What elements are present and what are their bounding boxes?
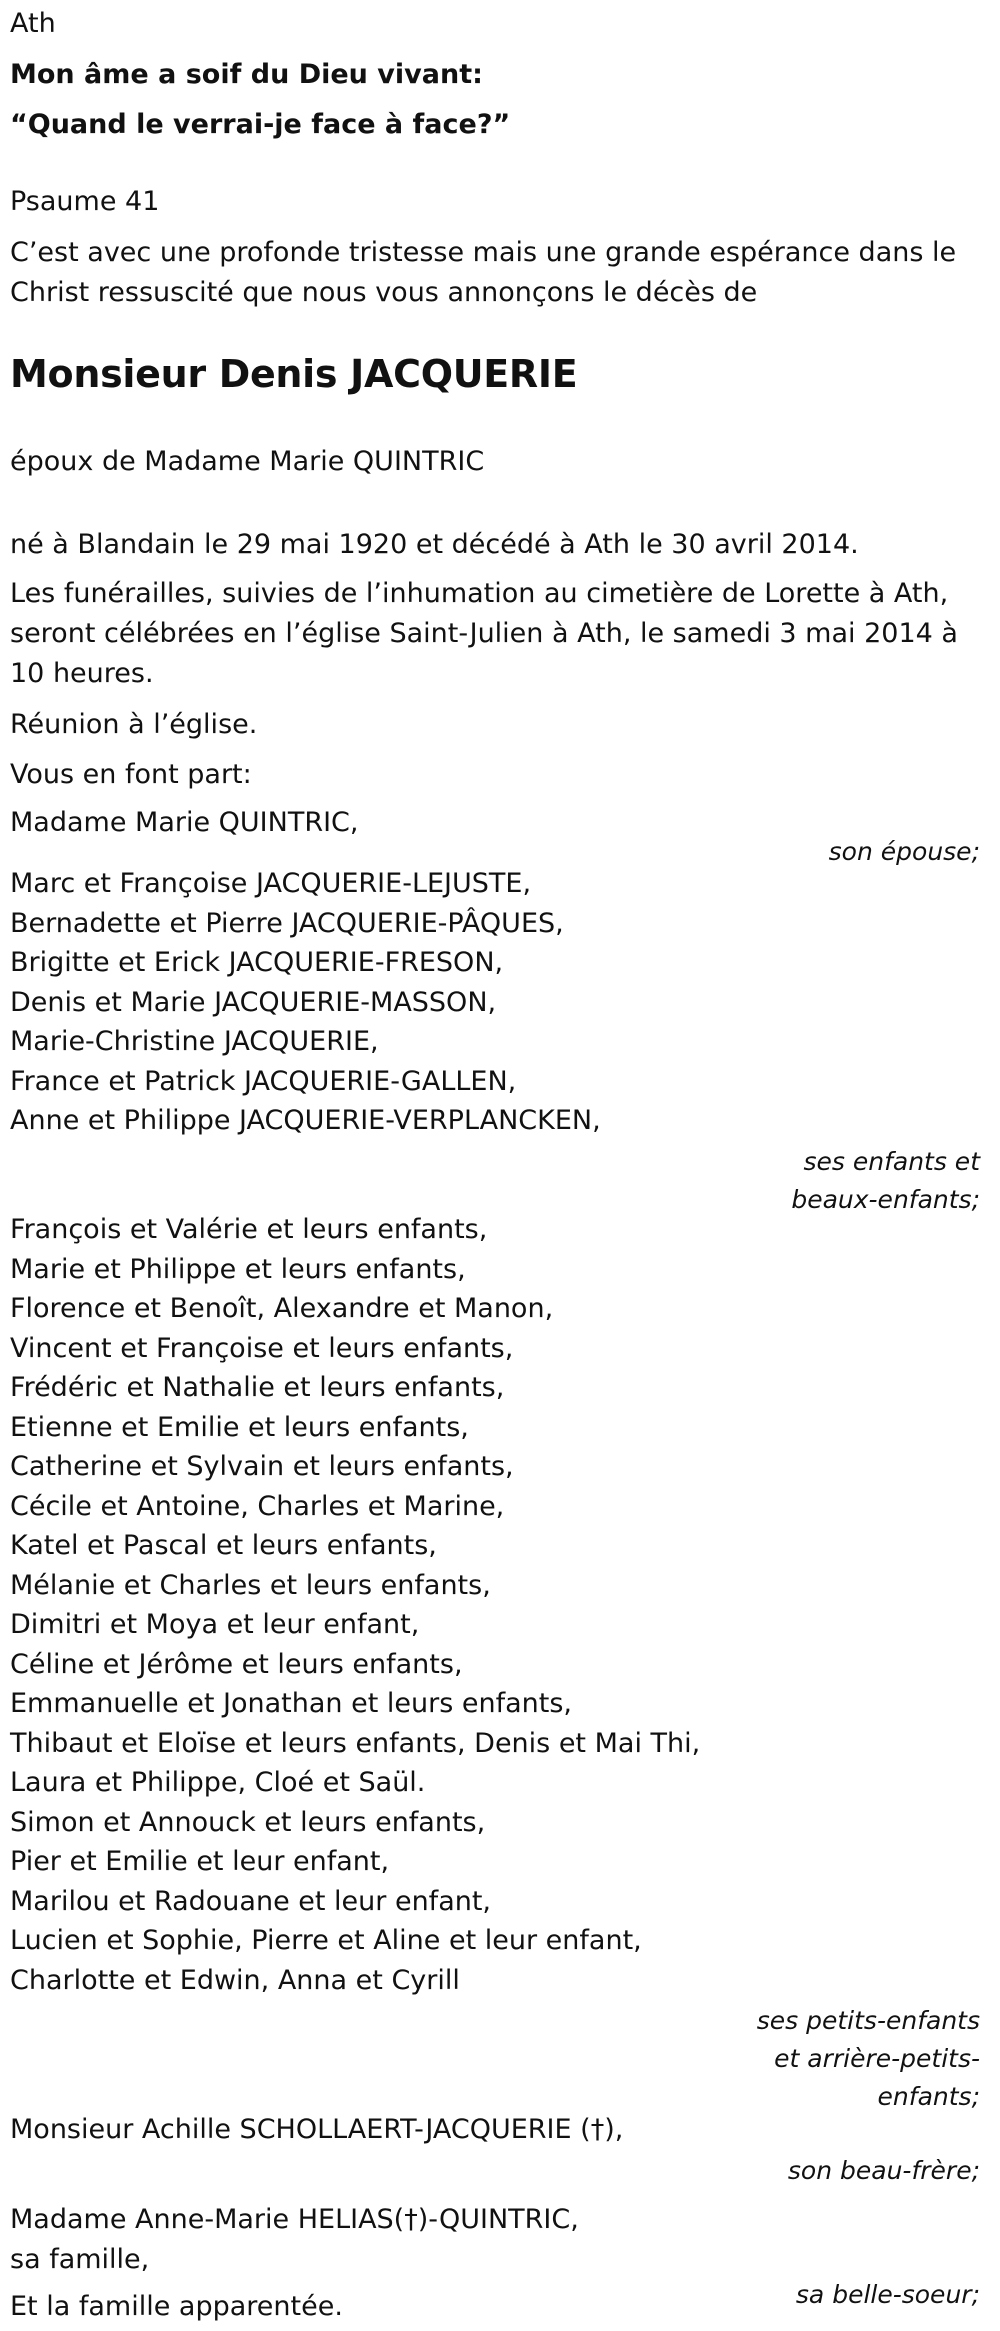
grandchild-entry: Catherine et Sylvain et leurs enfants, (10, 1451, 514, 1482)
children-role-line-1: ses enfants et (803, 1146, 980, 1176)
grandchild-entry: Céline et Jérôme et leurs enfants, (10, 1648, 463, 1680)
grandchildren-section (10, 1210, 980, 2116)
grandchildren-role-line-3: enfants; (877, 2082, 980, 2111)
brother-in-law-section (10, 2110, 980, 2190)
grandchildren-role-line-1: ses petits-enfants (756, 2006, 980, 2035)
spouse-line: époux de Madame Marie QUINTRIC (10, 446, 485, 477)
intro-text: C’est avec une profonde tristesse mais une grande espérance dans le Christ ressuscité que nous vous annonçons le décès de (10, 237, 957, 308)
child-entry: Anne et Philippe JACQUERIE-VERPLANCKEN, (10, 1105, 601, 1136)
funeral-text: Les funérailles, suivies de l’inhumation au cimetière de Lorette à Ath, seront célébrées en l’église Saint-Julien à Ath, le samedi 3 mai 2014 à 10 heures. (10, 578, 958, 689)
grandchild-entry: Marilou et Radouane et leur enfant, (10, 1885, 492, 1917)
meeting-text: Réunion à l’église. (10, 709, 258, 740)
sister-in-law-name: Madame Anne-Marie HELIAS(†)-QUINTRIC, (10, 2204, 579, 2235)
announce-text: Vous en font part: (10, 759, 252, 790)
grandchild-entry: Lucien et Sophie, Pierre et Aline et leur enfant, (10, 1925, 642, 1956)
grandchildren-list (10, 1210, 980, 2000)
grandchild-entry: Laura et Philippe, Cloé et Saül. (10, 1767, 426, 1798)
grandchild-entry: Katel et Pascal et leurs enfants, (10, 1530, 437, 1561)
children-section (10, 864, 980, 1219)
grandchild-entry: Pier et Emilie et leur enfant, (10, 1846, 390, 1877)
grandchild-entry: Thibaut et Eloïse et leurs enfants, Denis et Mai Thi, (10, 1727, 701, 1759)
sister-in-law-role: sa belle-soeur; (795, 2280, 980, 2309)
grandchildren-role-line-2: et arrière-petits- (774, 2044, 980, 2073)
grandchild-entry: Etienne et Emilie et leurs enfants, (10, 1411, 469, 1443)
grandchild-entry: Florence et Benoît, Alexandre et Manon, (10, 1293, 554, 1324)
grandchild-entry: Cécile et Antoine, Charles et Marine, (10, 1490, 505, 1522)
child-entry: Marie-Christine JACQUERIE, (10, 1026, 379, 1057)
wife-section (10, 803, 980, 871)
epigraph-source: Psaume 41 (10, 186, 160, 217)
child-entry: Brigitte et Erick JACQUERIE-FRESON, (10, 947, 504, 978)
wife-name: Madame Marie QUINTRIC, (10, 807, 359, 838)
location: Ath (10, 8, 56, 39)
child-entry: Denis et Marie JACQUERIE-MASSON, (10, 986, 497, 1018)
deceased-name: Monsieur Denis JACQUERIE (10, 352, 578, 396)
brother-in-law-role: son beau-frère; (787, 2156, 980, 2185)
grandchild-entry: Mélanie et Charles et leurs enfants, (10, 1569, 491, 1601)
child-entry: France et Patrick JACQUERIE-GALLEN, (10, 1065, 517, 1097)
grandchild-entry: Vincent et Françoise et leurs enfants, (10, 1332, 514, 1364)
grandchild-entry: Simon et Annouck et leurs enfants, (10, 1806, 486, 1838)
grandchild-entry: François et Valérie et leurs enfants, (10, 1214, 488, 1245)
closing-text: Et la famille apparentée. (10, 2291, 343, 2322)
grandchild-entry: Frédéric et Nathalie et leurs enfants, (10, 1372, 505, 1403)
wife-role: son épouse; (828, 837, 980, 866)
sister-in-law-family: sa famille, (10, 2244, 150, 2275)
birth-death: né à Blandain le 29 mai 1920 et décédé à Ath le 30 avril 2014. (10, 529, 859, 560)
child-entry: Marc et Françoise JACQUERIE-LEJUSTE, (10, 868, 532, 899)
grandchild-entry: Charlotte et Edwin, Anna et Cyrill (10, 1964, 460, 1996)
grandchild-entry: Emmanuelle et Jonathan et leurs enfants, (10, 1688, 572, 1719)
grandchild-entry: Dimitri et Moya et leur enfant, (10, 1609, 420, 1640)
grandchild-entry: Marie et Philippe et leurs enfants, (10, 1253, 466, 1285)
children-list (10, 864, 980, 1141)
epigraph-line-2: “Quand le verrai-je face à face?” (10, 109, 511, 140)
epigraph-line-1: Mon âme a soif du Dieu vivant: (10, 59, 483, 90)
brother-in-law-name: Monsieur Achille SCHOLLAERT-JACQUERIE (†), (10, 2114, 624, 2145)
children-role-line-2: beaux-enfants; (791, 1184, 980, 1214)
child-entry: Bernadette et Pierre JACQUERIE-PÂQUES, (10, 907, 564, 939)
